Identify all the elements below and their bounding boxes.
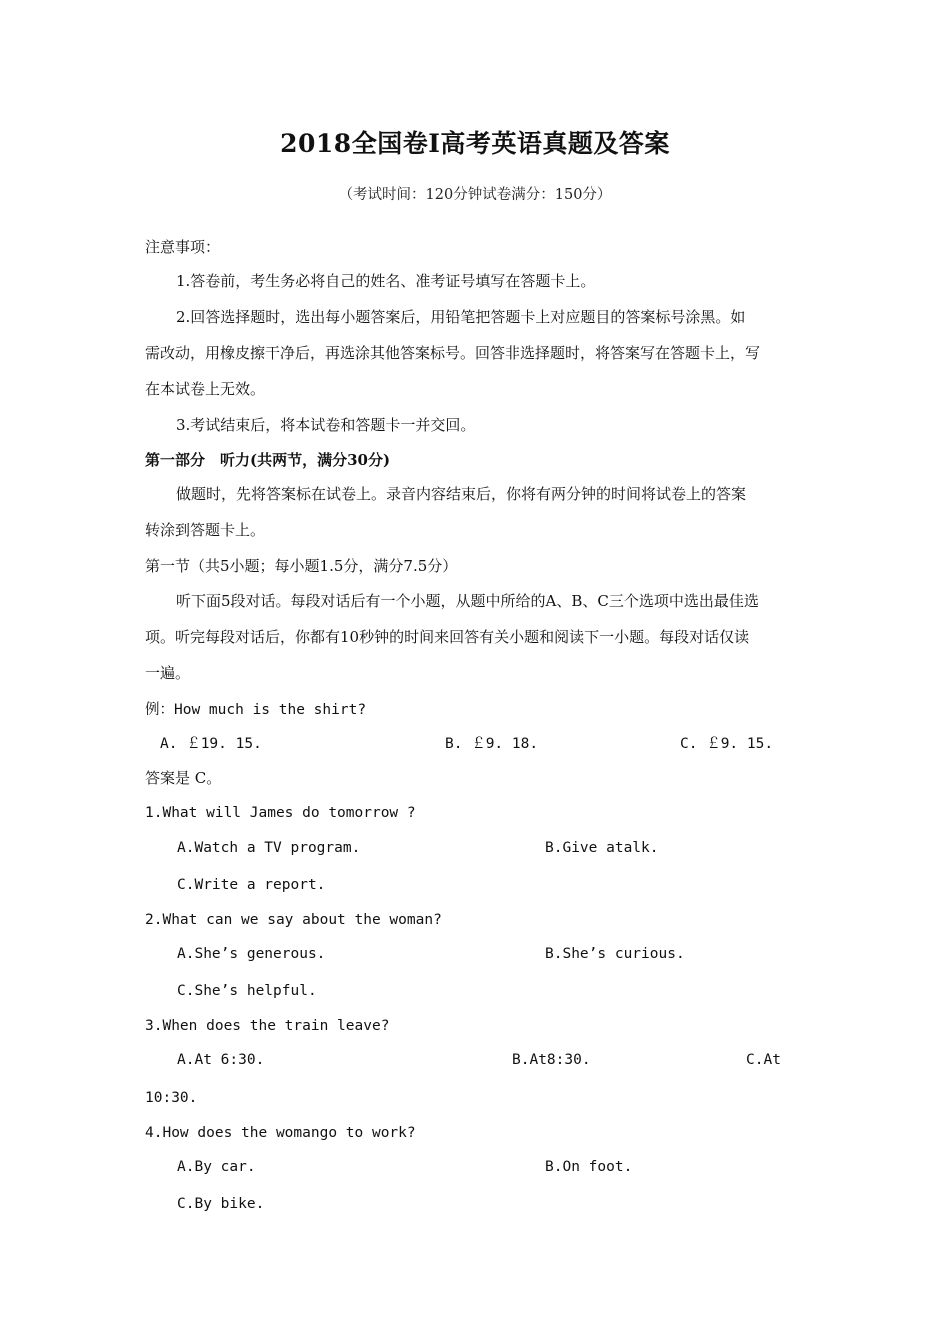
- section1-instructions-line-1: 听下面5段对话。每段对话后有一个小题，从题中所给的A、B、C三个选项中选出最佳选: [176, 592, 759, 610]
- part1-intro-line-2: 转涂到答题卡上。: [145, 521, 266, 539]
- notice-item-3: 3.考试结束后，将本试卷和答题卡一并交回。: [176, 416, 476, 434]
- question-2-option-b: B.She’s curious.: [545, 946, 685, 962]
- example-option-c: C. ￡9. 15.: [680, 736, 774, 752]
- question-2: 2.What can we say about the woman?: [145, 912, 442, 928]
- exam-duration-subtitle: （考试时间：120分钟试卷满分：150分）: [338, 187, 612, 203]
- question-1-option-a: A.Watch a TV program.: [177, 840, 361, 856]
- question-4: 4.How does the womango to work?: [145, 1125, 416, 1141]
- notice-item-2-line-3: 在本试卷上无效。: [145, 380, 266, 398]
- question-1: 1.What will James do tomorrow ?: [145, 805, 416, 821]
- part1-heading: 第一部分 听力(共两节，满分30分): [145, 451, 391, 469]
- example-option-a: A. ￡19. 15.: [160, 736, 262, 752]
- page-title: 2018全国卷Ⅰ高考英语真题及答案: [280, 129, 670, 158]
- example-option-b: B. ￡9. 18.: [445, 736, 539, 752]
- question-4-option-a: A.By car.: [177, 1159, 256, 1175]
- question-1-option-c: C.Write a report.: [177, 877, 326, 893]
- question-4-option-c: C.By bike.: [177, 1196, 265, 1212]
- example-question: 例：How much is the shirt?: [145, 702, 367, 718]
- question-3-option-b: B.At8:30.: [512, 1052, 591, 1068]
- question-3: 3.When does the train leave?: [145, 1018, 390, 1034]
- example-answer: 答案是 C。: [145, 769, 222, 787]
- question-2-option-a: A.She’s generous.: [177, 946, 326, 962]
- question-2-option-c: C.She’s helpful.: [177, 983, 317, 999]
- question-1-option-b: B.Give atalk.: [545, 840, 659, 856]
- notice-heading: 注意事项：: [145, 238, 221, 256]
- question-3-option-c: C.At: [746, 1052, 781, 1068]
- section1-instructions-line-3: 一遍。: [145, 664, 191, 682]
- question-3-option-c-continued: 10:30.: [145, 1090, 198, 1106]
- section1-heading: 第一节（共5小题；每小题1.5分，满分7.5分）: [145, 557, 458, 575]
- notice-item-1: 1.答卷前，考生务必将自己的姓名、准考证号填写在答题卡上。: [176, 272, 596, 290]
- section1-instructions-line-2: 项。听完每段对话后，你都有10秒钟的时间来回答有关小题和阅读下一小题。每段对话仅读: [145, 628, 750, 646]
- question-3-option-a: A.At 6:30.: [177, 1052, 265, 1068]
- part1-intro-line-1: 做题时，先将答案标在试卷上。录音内容结束后，你将有两分钟的时间将试卷上的答案: [176, 485, 747, 503]
- notice-item-2-line-2: 需改动，用橡皮擦干净后，再选涂其他答案标号。回答非选择题时，将答案写在答题卡上，写: [145, 344, 761, 362]
- question-4-option-b: B.On foot.: [545, 1159, 633, 1175]
- notice-item-2-line-1: 2.回答选择题时，选出每小题答案后，用铅笔把答题卡上对应题目的答案标号涂黑。如: [176, 308, 746, 326]
